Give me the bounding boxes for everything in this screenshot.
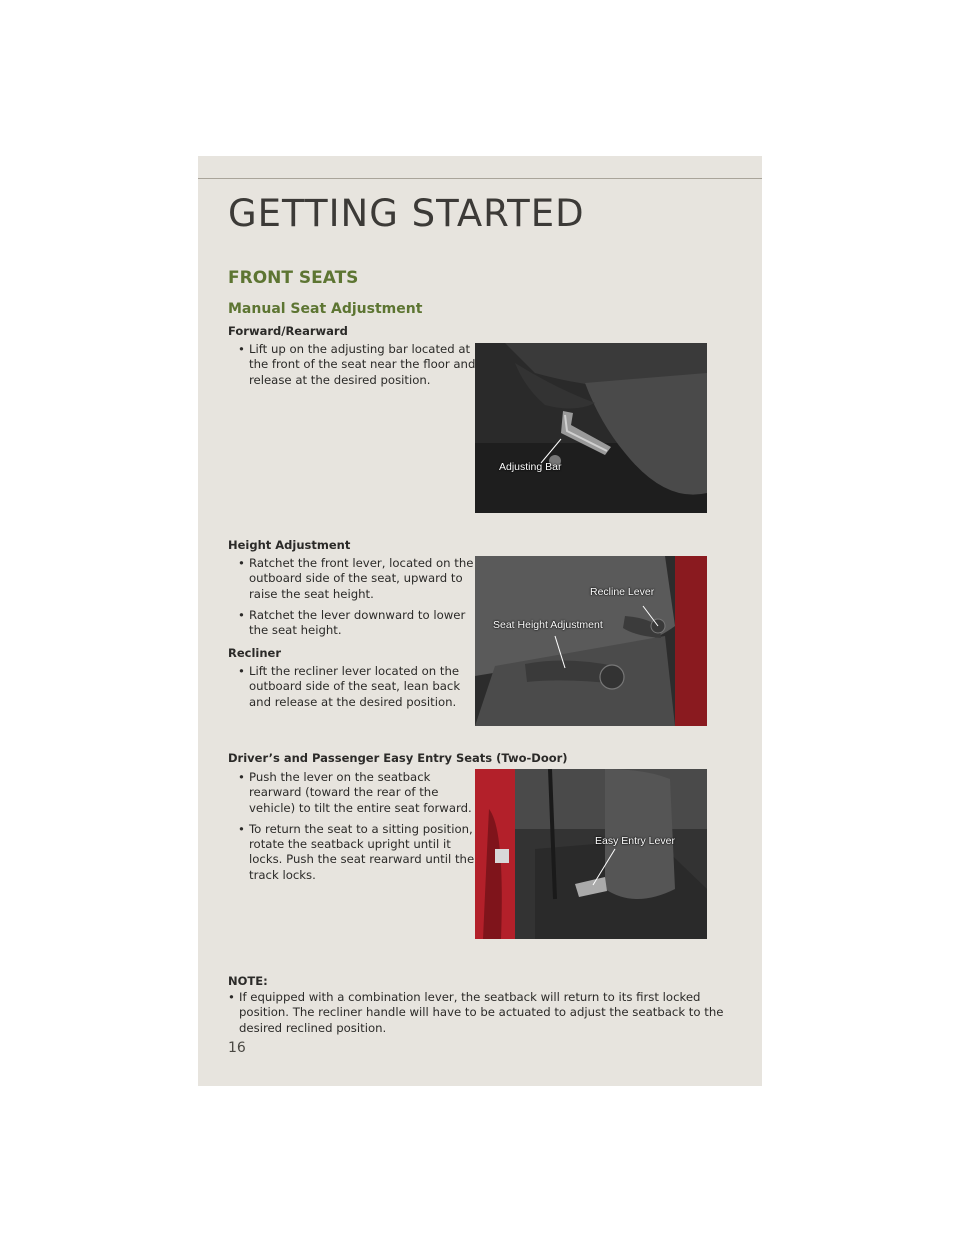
note-label: NOTE: (228, 974, 268, 988)
recliner-title: Recliner (228, 646, 282, 660)
list-item: • Ratchet the lever downward to lower the seat height. (238, 608, 478, 639)
height-adjustment-title: Height Adjustment (228, 538, 351, 552)
note-list (228, 990, 738, 1036)
easy-entry-title: Driver’s and Passenger Easy Entry Seats (Two-Door) (228, 751, 568, 765)
manual-page (198, 156, 762, 1086)
list-item: • Lift up on the adjusting bar located at the front of the seat near the floor and release at the desired position. (238, 342, 478, 388)
subheading-manual-seat: Manual Seat Adjustment (228, 301, 423, 317)
adjusting-bar-photo (475, 343, 707, 513)
callout-seat-height-adjustment: Seat Height Adjustment (493, 619, 603, 631)
seat-levers-photo (475, 556, 707, 726)
list-item: • To return the seat to a sitting position, rotate the seatback upright until it locks. Push the seat rearward until the track locks. (238, 822, 478, 883)
easy-entry-list (238, 770, 478, 889)
forward-rearward-title: Forward/Rearward (228, 324, 348, 338)
list-item: • If equipped with a combination lever, the seatback will return to its first locked position. The recliner handle will have to be actuated to adjust the seatback to the desired reclined position. (228, 990, 738, 1036)
recliner-list (238, 664, 478, 716)
easy-entry-photo (475, 769, 707, 939)
forward-rearward-list (238, 342, 478, 394)
height-adjustment-list (238, 556, 478, 644)
header-rule (198, 178, 762, 179)
page-number: 16 (228, 1040, 246, 1056)
callout-recline-lever: Recline Lever (590, 586, 655, 598)
callout-adjusting-bar: Adjusting Bar (499, 461, 562, 473)
callout-easy-entry-lever: Easy Entry Lever (595, 835, 675, 847)
section-title: GETTING STARTED (228, 192, 585, 235)
list-item: • Push the lever on the seatback rearward (toward the rear of the vehicle) to tilt the entire seat forward. (238, 770, 478, 816)
list-item: • Ratchet the front lever, located on the outboard side of the seat, upward to raise the seat height. (238, 556, 478, 602)
heading-front-seats: FRONT SEATS (228, 268, 359, 288)
list-item: • Lift the recliner lever located on the outboard side of the seat, lean back and release at the desired position. (238, 664, 478, 710)
